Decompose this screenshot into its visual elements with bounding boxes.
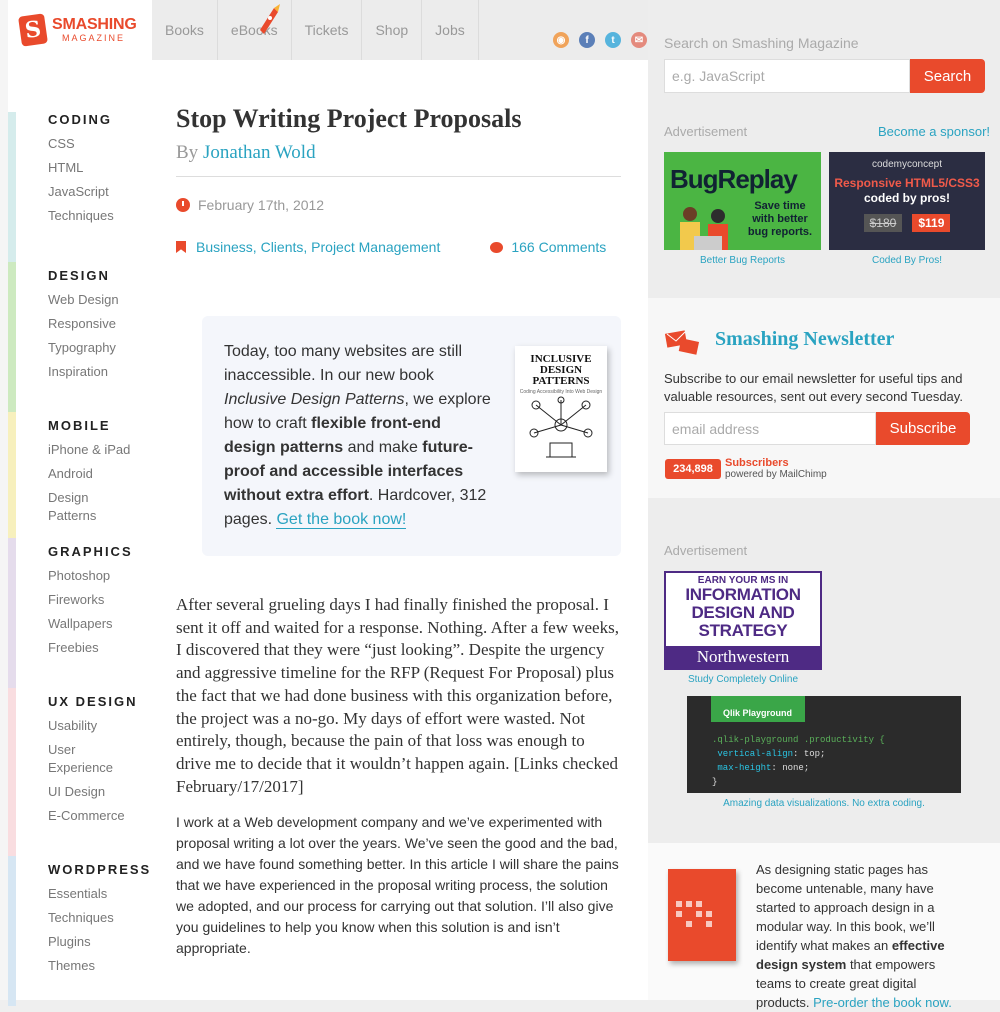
category-item[interactable]: HTML [48,160,84,175]
subscribers-label: Subscribers [725,457,789,469]
subscribe-button[interactable]: Subscribe [876,412,970,445]
ad-codemyconcept-brand: codemyconcept [871,159,943,170]
new-price: $119 [912,214,950,232]
people-illustration-icon [670,200,740,250]
code-value-1: : top; [793,749,826,759]
become-sponsor-link[interactable]: Become a sponsor! [878,124,991,139]
preorder-link[interactable]: Pre-order the book now. [813,995,952,1010]
ad-codemyconcept-caption[interactable]: Coded By Pros! [871,255,943,266]
category-item[interactable]: Plugins [48,934,91,949]
subscribers-info [725,457,827,481]
category-design [8,262,152,412]
facebook-icon[interactable]: f [579,32,595,48]
category-title[interactable]: WORDPRESS [48,862,152,877]
ad-northwestern-brand: Northwestern [666,646,820,668]
category-item[interactable]: JavaScript [48,184,109,199]
category-item[interactable]: Wallpapers [48,616,113,631]
category-item[interactable]: Freebies [48,640,99,655]
ad-codemyconcept-line1: Responsive HTML5/CSS3 [834,176,980,190]
category-item[interactable]: Responsive [48,316,116,331]
clock-icon [176,198,190,212]
nav-tickets[interactable]: Tickets [292,0,363,60]
ad-label-2: Advertisement [664,543,748,558]
category-item[interactable]: Photoshop [48,568,111,583]
code-prop-1: vertical-align [717,749,794,759]
main-nav [152,0,479,60]
category-coding [8,112,152,262]
article-header [176,100,621,255]
category-title[interactable]: CODING [48,112,112,127]
logo-title: SMASHING [52,16,137,33]
ad-northwestern-line1: EARN YOUR MS IN [697,575,789,586]
category-title[interactable]: UX DESIGN [48,694,138,709]
category-item[interactable]: E-Commerce [48,808,125,823]
ad-northwestern-line2: INFORMATION DESIGN AND STRATEGY [685,585,801,640]
category-wordpress [8,856,152,1006]
author-link[interactable]: Jonathan Wold [202,142,316,163]
ad-northwestern[interactable] [664,571,822,670]
book-illustration-icon [526,395,596,465]
category-item[interactable]: UI Design [48,784,106,799]
ad-bugreplay-caption[interactable]: Better Bug Reports [699,255,786,266]
newsletter-description: Subscribe to our email newsletter for useful tips and valuable resources, sent out every second Tuesday. [664,371,963,404]
ad-qlik-caption[interactable]: Amazing data visualizations. No extra coding. [723,798,925,809]
ad-bugreplay-tagline: Save time with better bug reports. [747,200,813,238]
byline [176,142,621,177]
article-paragraph: I work at a Web development company and we’ve experimented with proposal writing a lot over the years. We’ve seen the good and the bad, and we have found something better. In this article I will share the pains that we have experienced in the proposal writing process, the solution we adopted, and our process for carrying out that solution. I’ll also give you guidelines to help you know when this solution is and isn’t appropriate. [176,814,619,957]
logo-mark: S [18,13,48,46]
category-item[interactable]: Typography [48,340,116,355]
get-book-link[interactable]: Get the book now! [276,511,407,528]
design-systems-description: As designing static pages has become untenable, many have started to approach design in a modular way. In this book, we’ll identify what makes an effective design system that empowers teams to create great digital products. Pre-order the book now. [756,862,952,1010]
byline-prefix: By [176,142,199,163]
code-prop-2: max-height [717,763,772,773]
category-graphics [8,538,152,688]
rss-icon[interactable]: ◉ [553,32,569,48]
category-title[interactable]: GRAPHICS [48,544,133,559]
logo[interactable] [8,0,152,60]
old-price: $180 [864,214,903,232]
category-item[interactable]: Techniques [48,910,114,925]
promo-text: Today, too many websites are still inaccessible. In our new book Inclusive Design Patterns, we explore how to craft flexible front-end design patterns and make future-proof and accessible interfaces without extra effort. Hardcover, 312 pages. Get the book now! [224,343,491,528]
article-meta [176,239,621,255]
article-title: Stop Writing Project Proposals [176,104,522,133]
category-item[interactable]: Android [48,466,93,481]
envelope-icon [666,330,700,356]
book-cover-title: INCLUSIVE DESIGN PATTERNS [530,353,592,387]
ad-northwestern-caption[interactable]: Study Completely Online [687,674,799,685]
category-item[interactable]: Techniques [48,208,114,223]
rocket-icon [256,4,280,36]
email-field[interactable]: email address [664,412,876,445]
date-text: February 17th, 2012 [198,197,325,213]
category-title[interactable]: MOBILE [48,418,111,433]
subscriber-count: 234,898 [665,459,721,479]
nav-shop[interactable]: Shop [362,0,422,60]
category-item[interactable]: iPhone & iPad [48,442,131,457]
book-pattern-icon [674,899,730,939]
nav-books[interactable]: Books [152,0,218,60]
design-systems-book-cover[interactable] [668,869,736,961]
ad-qlik-tab: Qlik Playground [711,696,805,722]
nav-ebooks[interactable]: eBooks [218,0,292,60]
search-label: Search on Smashing Magazine [664,35,859,51]
ad-codemyconcept[interactable] [829,152,985,250]
newsletter-title: Smashing Newsletter [715,328,895,350]
bookmark-icon [176,241,186,253]
category-nav [8,108,152,1006]
book-cover[interactable] [515,346,607,472]
nav-jobs[interactable]: Jobs [422,0,479,60]
book-cover-subtitle: Coding Accessibility Into Web Design [519,389,603,395]
category-item[interactable]: Usability [48,718,98,733]
logo-subtitle: MAGAZINE [62,33,126,43]
ad-codemyconcept-line2: coded by pros! [863,191,950,205]
search-button[interactable]: Search [910,59,985,93]
article-date [176,197,621,213]
left-strip [0,0,8,1000]
category-item[interactable]: Fireworks [48,592,105,607]
category-item[interactable]: Web Design [48,292,119,307]
category-item[interactable]: User Experience [48,742,114,775]
article-intro: After several grueling days I had finally finished the proposal. I sent it off and waited for a response. Nothing. After a few weeks, I discovered that they were “just looking”. Despite the urgency and aggressive timeline for the RFP (Request For Proposal) plus the fact that we had done business with this organization before, the project was a no-go. My days of effort were wasted. Not entirely, though, because the pain of that loss was enough to drive me to decide that it wouldn’t happen again. [Links checked February/17/2017] [176,595,619,796]
category-item[interactable]: CSS [48,136,75,151]
category-mobile [8,412,152,538]
mailchimp-credit: powered by MailChimp [725,469,827,480]
social-links [553,32,647,48]
code-value-2: : none; [771,763,810,773]
email-icon[interactable]: ✉ [631,32,647,48]
comments-link[interactable]: 166 Comments [511,239,607,255]
tag-links[interactable]: Business, Clients, Project Management [196,239,441,255]
code-close: } [712,777,718,787]
category-item[interactable]: Themes [48,958,95,973]
category-item[interactable]: Essentials [48,886,108,901]
twitter-icon[interactable]: t [605,32,621,48]
category-item[interactable]: Design Patterns [48,490,97,523]
category-ux-design [8,688,152,856]
ad-qlik[interactable] [687,696,961,793]
ad-label: Advertisement [664,124,748,139]
category-item[interactable]: Inspiration [48,364,108,379]
ad-bugreplay-brand: BugReplay [670,164,797,194]
code-selector: .qlik-playground .productivity { [712,735,885,745]
comment-icon [490,242,503,253]
ad-bugreplay[interactable] [664,152,821,250]
search-input[interactable]: e.g. JavaScript [664,59,910,93]
category-title[interactable]: DESIGN [48,268,110,283]
article-body [176,594,622,959]
